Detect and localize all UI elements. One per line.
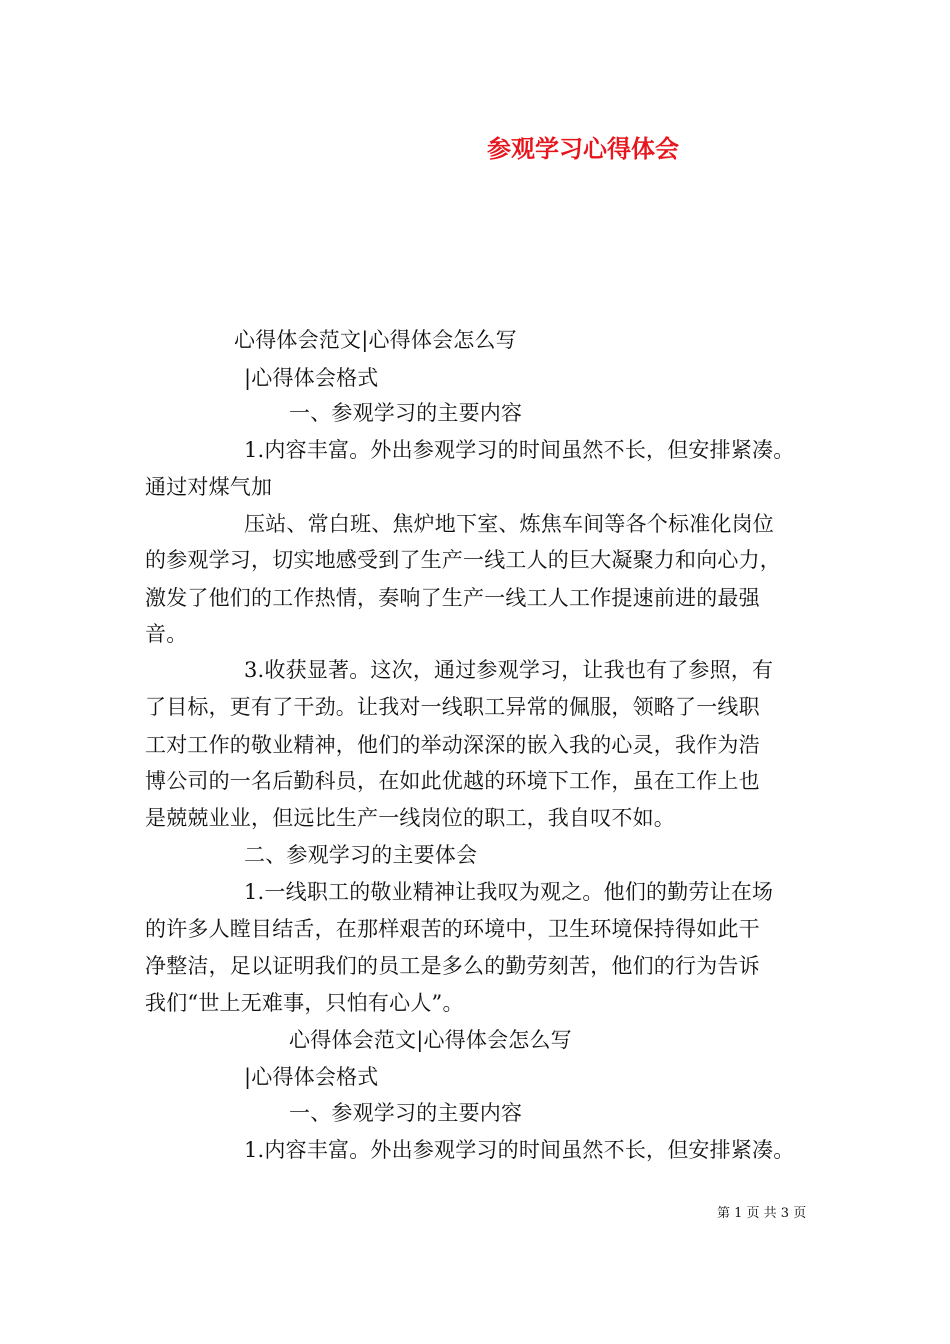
text-line: 了目标，更有了干劲。让我对一线职工异常的佩服，领略了一线职 bbox=[145, 695, 760, 719]
section-heading: 二、参观学习的主要体会 bbox=[244, 843, 478, 867]
text-line: 通过对煤气加 bbox=[145, 475, 273, 499]
section-heading: 一、参观学习的主要内容 bbox=[289, 1101, 523, 1125]
section-heading: 一、参观学习的主要内容 bbox=[289, 401, 523, 425]
text-line: |心得体会格式 bbox=[244, 366, 379, 390]
text-line: 的许多人瞠目结舌，在那样艰苦的环境中，卫生环境保持得如此干 bbox=[145, 917, 760, 941]
text-line: 激发了他们的工作热情，奏响了生产一线工人工作提速前进的最强 bbox=[145, 586, 760, 610]
text-line: 3.收获显著。这次，通过参观学习，让我也有了参照，有 bbox=[244, 658, 774, 682]
text-line: 1.一线职工的敬业精神让我叹为观之。他们的勤劳让在场 bbox=[244, 880, 774, 904]
text-line: 心得体会范文|心得体会怎么写 bbox=[234, 328, 517, 352]
text-line: 的参观学习，切实地感受到了生产一线工人的巨大凝聚力和向心力， bbox=[145, 548, 781, 572]
text-line: 心得体会范文|心得体会怎么写 bbox=[289, 1028, 572, 1052]
text-line: 1.内容丰富。外出参观学习的时间虽然不长，但安排紧凑。 bbox=[244, 1138, 795, 1162]
document-title: 参观学习心得体会 bbox=[487, 135, 679, 163]
text-line: 工对工作的敬业精神，他们的举动深深的嵌入我的心灵，我作为浩 bbox=[145, 733, 760, 757]
text-line: 博公司的一名后勤科员，在如此优越的环境下工作，虽在工作上也 bbox=[145, 769, 760, 793]
text-line: 压站、常白班、焦炉地下室、炼焦车间等各个标准化岗位 bbox=[244, 512, 774, 536]
text-line: 净整洁，足以证明我们的员工是多么的勤劳刻苦，他们的行为告诉 bbox=[145, 954, 760, 978]
text-line: 音。 bbox=[145, 622, 188, 646]
text-line: 我们“世上无难事，只怕有心人”。 bbox=[145, 991, 464, 1015]
text-line: 1.内容丰富。外出参观学习的时间虽然不长，但安排紧凑。 bbox=[244, 438, 795, 462]
page-footer: 第 1 页 共 3 页 bbox=[717, 1206, 807, 1221]
text-line: |心得体会格式 bbox=[244, 1065, 379, 1089]
text-line: 是兢兢业业，但远比生产一线岗位的职工，我自叹不如。 bbox=[145, 806, 675, 830]
